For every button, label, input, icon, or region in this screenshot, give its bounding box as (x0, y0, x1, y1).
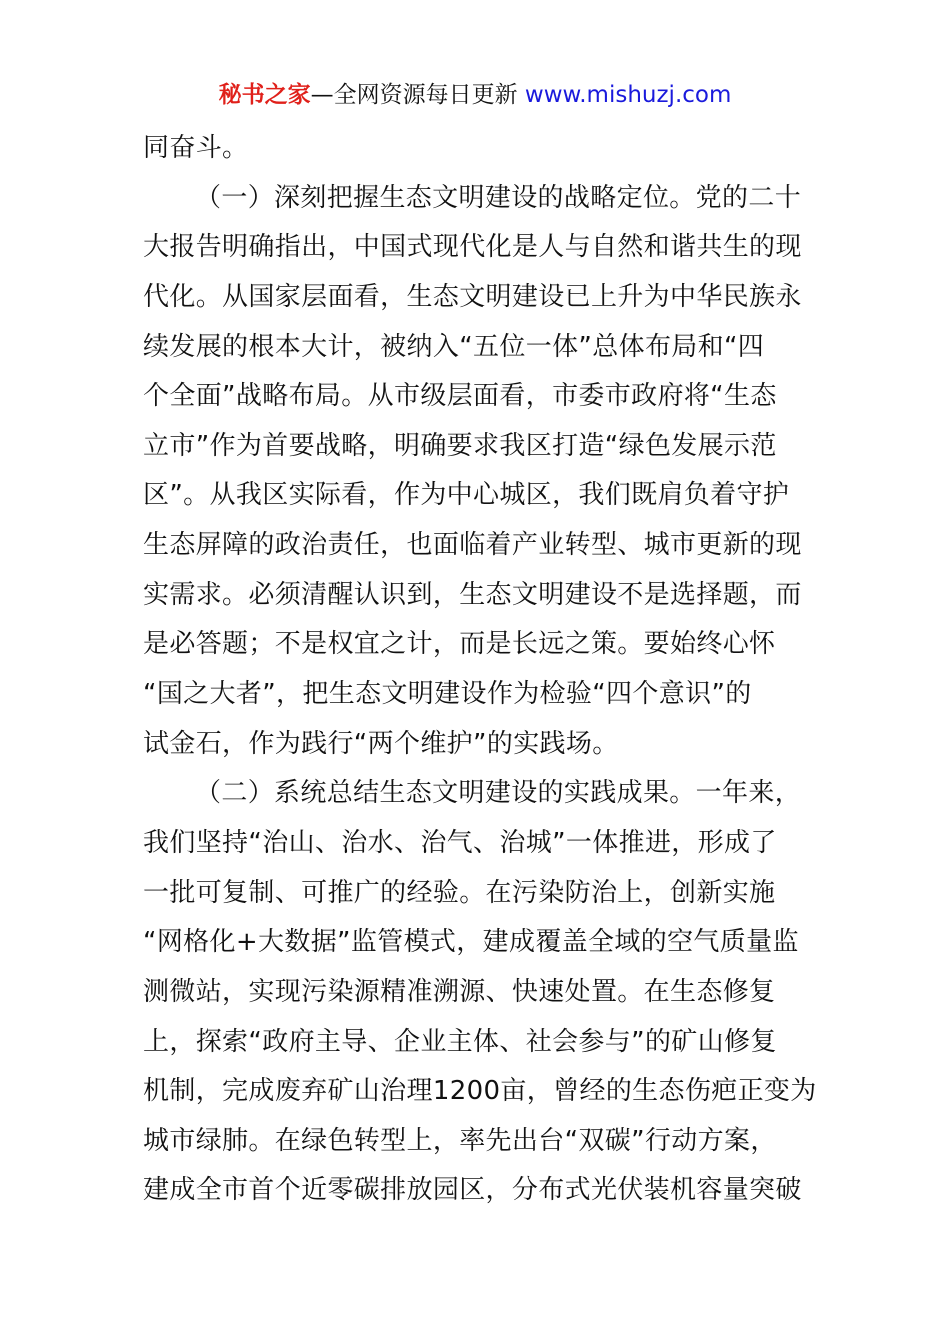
header-banner (0, 78, 950, 112)
text-line: 个全面”战略布局。从市级层面看，市委市政府将“生态 (143, 381, 777, 412)
text-line: 实需求。必须清醒认识到，生态文明建设不是选择题，而 (143, 579, 802, 610)
text-line: 机制，完成废弃矿山治理1200亩，曾经的生态伤疤正变为 (143, 1076, 817, 1107)
text-line: 同奋斗。 (143, 133, 249, 163)
text-line: 代化。从国家层面看，生态文明建设已上升为中华民族永 (143, 281, 802, 312)
text-line: 大报告明确指出，中国式现代化是人与自然和谐共生的现 (143, 232, 802, 263)
text-line: 建成全市首个近零碳排放园区，分布式光伏装机容量突破 (143, 1175, 802, 1206)
paragraph-heading-1: （一）深刻把握生态文明建设的战略定位。党的二十 (195, 182, 802, 213)
text-line: 生态屏障的政治责任，也面临着产业转型、城市更新的现 (143, 530, 802, 561)
text-line: “国之大者”，把生态文明建设作为检验“四个意识”的 (143, 679, 752, 710)
header-tagline: —全网资源每日更新 (310, 82, 518, 108)
text-line: 续发展的根本大计，被纳入“五位一体”总体布局和“四 (143, 331, 765, 362)
brand-name: 秘书之家 (218, 82, 311, 108)
text-line: “网格化+大数据”监管模式，建成覆盖全域的空气质量监 (143, 927, 799, 958)
text-line: 我们坚持“治山、治水、治气、治城”一体推进，形成了 (143, 827, 777, 858)
text-line: 试金石，作为践行“两个维护”的实践场。 (143, 728, 619, 759)
text-line: 城市绿肺。在绿色转型上，率先出台“双碳”行动方案， (143, 1125, 777, 1156)
text-line: 是必答题；不是权宜之计，而是长远之策。要始终心怀 (143, 629, 776, 660)
paragraph-heading-2: （二）系统总结生态文明建设的实践成果。一年来， (195, 778, 802, 809)
text-line: 立市”作为首要战略，明确要求我区打造“绿色发展示范 (143, 430, 777, 461)
text-line: 区”。从我区实际看，作为中心城区，我们既肩负着守护 (143, 480, 790, 511)
text-line: 测微站，实现污染源精准溯源、快速处置。在生态修复 (143, 976, 776, 1007)
text-line: 一批可复制、可推广的经验。在污染防治上，创新实施 (143, 877, 776, 908)
document-body (143, 124, 823, 1216)
text-line: 上，探索“政府主导、企业主体、社会参与”的矿山修复 (143, 1026, 777, 1057)
website-link[interactable]: www.mishuzj.com (524, 82, 732, 108)
